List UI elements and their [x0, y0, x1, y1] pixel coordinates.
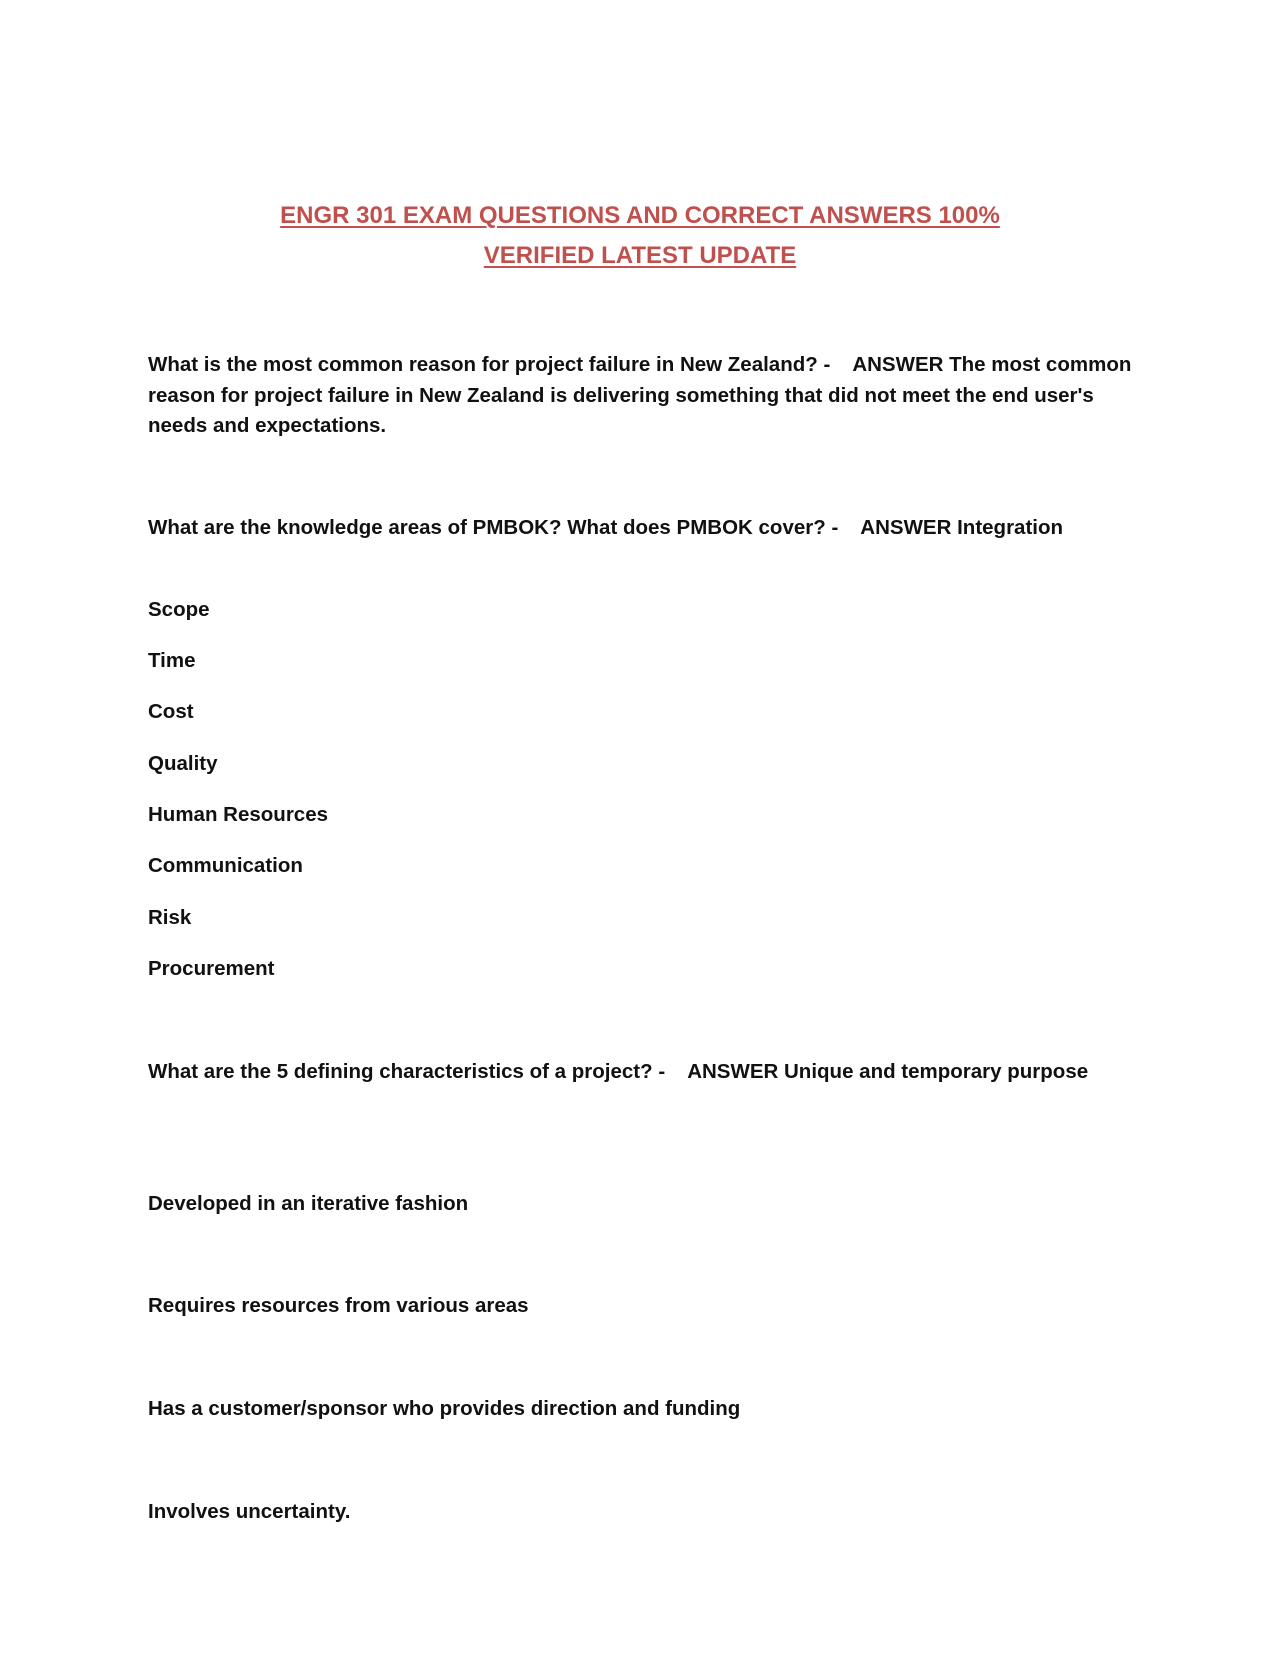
question-2: What are the knowledge areas of PMBOK? What does PMBOK cover? - ANSWER Integration [148, 516, 1064, 539]
list-item: Time [148, 649, 196, 672]
list-item: Requires resources from various areas [148, 1294, 529, 1317]
list-item: Risk [148, 906, 192, 929]
list-item: Has a customer/sponsor who provides direction and funding [148, 1397, 741, 1420]
list-item: Scope [148, 598, 210, 621]
list-item: Involves uncertainty. [148, 1500, 351, 1523]
question-3: What are the 5 defining characteristics of a project? - ANSWER Unique and temporary purpose [148, 1060, 1089, 1083]
list-item: Procurement [148, 957, 275, 980]
list-item: Communication [148, 854, 303, 877]
list-item: Human Resources [148, 803, 329, 826]
question-1: What is the most common reason for project failure in New Zealand? - ANSWER The most common reason for project failure in New Zealand is delivering something that did not meet the end user's needs and expectations. [148, 353, 1138, 437]
list-item: Quality [148, 752, 218, 775]
title-line-2: VERIFIED LATEST UPDATE [483, 242, 797, 269]
list-item: Cost [148, 700, 194, 723]
list-item: Developed in an iterative fashion [148, 1192, 469, 1215]
title-line-1: ENGR 301 EXAM QUESTIONS AND CORRECT ANSWERS 100% [280, 202, 1000, 229]
